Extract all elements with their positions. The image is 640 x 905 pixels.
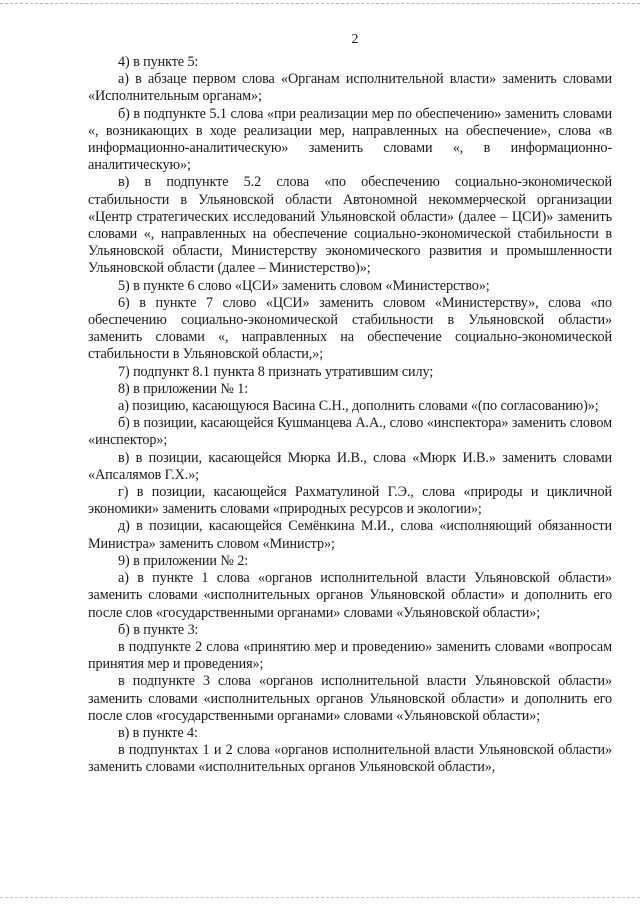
paragraph: в) в позиции, касающейся Мюрка И.В., слова «Мюрк И.В.» заменить словами «Апсалямов Г.Х.»; (88, 449, 612, 483)
paragraph: 9) в приложении № 2: (118, 552, 249, 569)
paragraph: б) в позиции, касающейся Кушманцева А.А., слово «инспектора» заменить словом «инспектор»; (88, 415, 612, 449)
paragraph: б) в подпункте 5.1 слова «при реализации мер по обеспечению» заменить словами «, возникающих в ходе реализации мер, направленных на обеспечение», слова «в информационно-аналитическую» заменить словами «, в информационно-аналитическую»; (88, 105, 612, 174)
page-number: 2 (351, 32, 359, 47)
paragraph: а) в абзаце первом слова «Органам исполнительной власти» заменить словами «Исполнительным органам»; (88, 71, 612, 105)
paragraph: 5) в пункте 6 слово «ЦСИ» заменить словом «Министерство»; (118, 277, 490, 294)
paragraph: а) в пункте 1 слова «органов исполнительной власти Ульяновской области» заменить словами «исполнительных органов Ульяновской области» и дополнить его после слов «государственными органами» словами «Ульяновской области»; (88, 570, 612, 621)
paragraph: д) в позиции, касающейся Семёнкина М.И., слова «исполняющий обязанности Министра» заменить словом «Министр»; (88, 518, 612, 552)
paragraph: в) в пункте 4: (118, 724, 198, 741)
paragraph: г) в позиции, касающейся Рахматулиной Г.Э., слова «природы и цикличной экономики» заменить словами «природных ресурсов и экологии»; (88, 484, 612, 518)
scan-edge-bottom (0, 897, 640, 899)
paragraph: 7) подпункт 8.1 пункта 8 признать утратившим силу; (118, 363, 434, 380)
paragraph: в подпунктах 1 и 2 слова «органов исполнительной власти Ульяновской области» заменить словами «исполнительных органов Ульяновской области», (88, 742, 612, 776)
paragraph: 6) в пункте 7 слово «ЦСИ» заменить словом «Министерству», слова «по обеспечению социально-экономической стабильности в Ульяновской области» заменить словами «, направленных на обеспечение социально-экономической стабильности в Ульяновской области,»; (88, 294, 612, 363)
paragraph: 8) в приложении № 1: (118, 380, 249, 397)
paragraph: в) в подпункте 5.2 слова «по обеспечению социально-экономической стабильности в Ульяновской области Автономной некоммерческой организации «Центр стратегических исследований Ульяновской области» (далее – ЦСИ)» заменить словами «, направленных на обеспечение социально-экономической стабильности в Ульяновской области, Министерству экономического развития и промышленности Ульяновской области (далее – Министерство)»; (88, 174, 612, 277)
paragraph: а) позицию, касающуюся Васина С.Н., дополнить словами «(по согласованию)»; (118, 398, 599, 415)
paragraph: в подпункте 3 слова «органов исполнительной власти Ульяновской области» заменить словами «исполнительных органов Ульяновской области» и дополнить его после слов «государственными органами» словами «Ульяновской области»; (88, 673, 612, 724)
paragraph: 4) в пункте 5: (118, 54, 199, 70)
scan-edge-top (0, 3, 640, 5)
paragraph: б) в пункте 3: (118, 621, 199, 638)
paragraph: в подпункте 2 слова «принятию мер и проведению» заменить словами «вопросам принятия мер и проведения»; (88, 638, 612, 673)
